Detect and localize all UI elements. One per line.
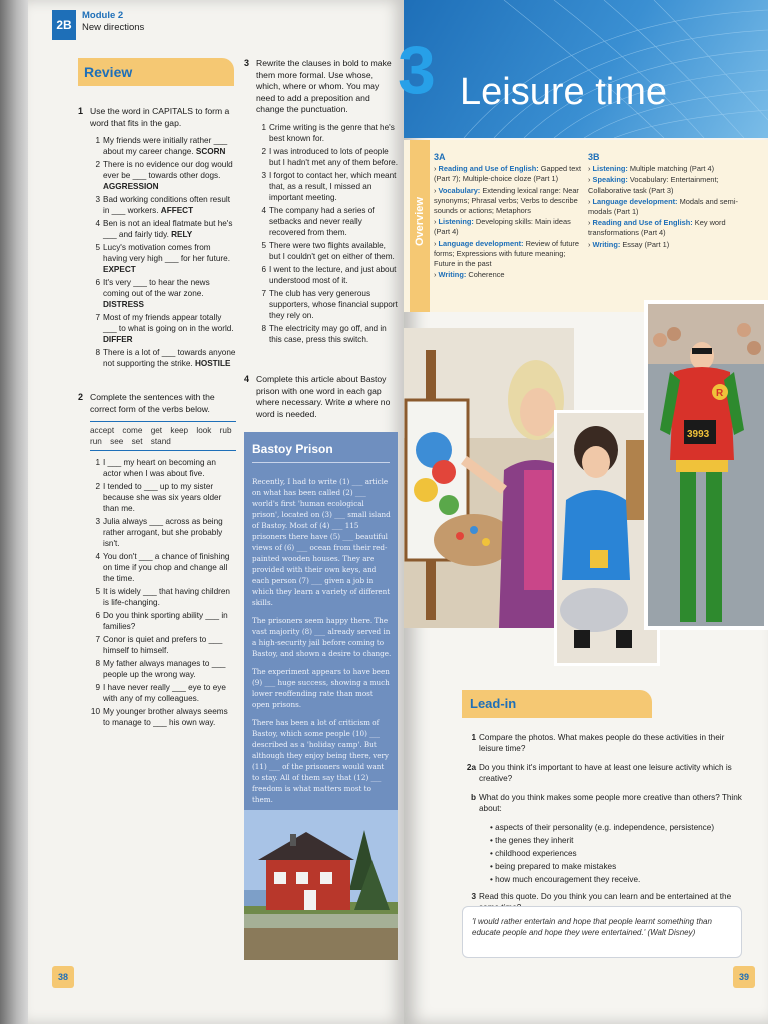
overview-3a-item-label: Writing: xyxy=(438,270,467,280)
q3-item-text: The company had a series of setbacks and never really recovered from them. xyxy=(269,205,375,237)
overview-3b-item-text: Essay (Part 1) xyxy=(622,239,670,249)
q2-item-text: You don't ___ a chance of finishing on time if you chop and change all the time. xyxy=(103,552,230,583)
overview-3b-item-label: Writing: xyxy=(592,239,621,249)
overview-3a-heading: 3A xyxy=(434,152,446,162)
q1-list xyxy=(90,135,236,369)
overview-3b-item: › Speaking: Vocabulary: Entertainment; Collaborative task (Part 3) xyxy=(588,175,719,195)
overview-3a-item: › Listening: Developing skills: Main ideas (Part 4) xyxy=(434,217,571,237)
q2-item-number: 5 xyxy=(95,587,100,596)
overview-3b-item-text: Multiple matching (Part 4) xyxy=(629,164,715,174)
q1-item-keyword: AFFECT xyxy=(160,206,194,215)
q2-item xyxy=(90,551,236,584)
q2-item xyxy=(90,634,236,656)
q2-item-text: I have never really ___ eye to eye with any of my colleagues. xyxy=(103,683,226,703)
q2-item xyxy=(90,682,236,704)
lead-in-item xyxy=(462,732,742,754)
q1-item-number: 8 xyxy=(95,348,100,357)
bastoy-rule xyxy=(252,462,390,463)
q2-item-number: 10 xyxy=(90,707,100,716)
q3-item-text: The club has very generous supporters, whose financial support they rely on. xyxy=(269,288,398,320)
overview-3b-item-text: Vocabulary: Entertainment; Collaborative task (Part 3) xyxy=(588,175,719,195)
bastoy-paragraph: There has been a lot of criticism of Bastoy, which some people (10) ___ described as a 'holiday camp'. But although they enjoy being there, very (11) ___ of the prisoners would want to stay. All of them say that (12) ___ freedom is what matters most to them. xyxy=(252,718,389,804)
overview-3a-item: › Writing: Coherence xyxy=(434,270,505,280)
lead-in-item-number: b xyxy=(470,793,476,802)
lead-in-items xyxy=(462,732,742,814)
q1-item xyxy=(90,347,236,369)
lead-in-heading-bar xyxy=(462,690,652,718)
q3-item-text: There were two flights available, but I couldn't get on either of them. xyxy=(269,240,395,261)
q1-item-keyword: RELY xyxy=(171,230,193,239)
q1-item-keyword: EXPECT xyxy=(103,265,136,274)
lead-in-bullet: • childhood experiences xyxy=(490,849,577,858)
q3-item-number: 1 xyxy=(261,122,266,132)
q2-item-number: 3 xyxy=(95,517,100,526)
q2-item-text: Conor is quiet and prefers to ___ himself to himself. xyxy=(103,635,223,655)
lead-in-item-text: Compare the photos. What makes people do these activities in their leisure time? xyxy=(479,733,725,753)
q4-instruction: Complete this article about Bastoy prison with one word in each gap where necessary. Write ø where no word is needed. xyxy=(256,374,391,419)
unit-photos xyxy=(404,300,768,670)
lead-in-item-text: What do you think makes some people more creative than others? Think about: xyxy=(479,793,742,813)
q3-item xyxy=(256,205,398,238)
lead-in-heading: Lead-in xyxy=(470,696,517,711)
q3-item-text: Crime writing is the genre that he's best known for. xyxy=(269,122,395,143)
overview-3b-item: › Listening: Multiple matching (Part 4) xyxy=(588,164,715,174)
lead-in-item-number: 2a xyxy=(466,763,476,772)
lead-in-bullets xyxy=(490,822,742,885)
q1-number: 1 xyxy=(78,106,84,116)
overview-3a-item-text: Review of future forms; Expressions with future meaning; Future in the past xyxy=(434,238,579,269)
q1-block xyxy=(90,106,236,371)
q1-item-number: 6 xyxy=(95,278,100,287)
q1-item xyxy=(90,135,236,157)
q1-item-number: 4 xyxy=(95,219,100,228)
q1-item xyxy=(90,194,236,216)
q3-item xyxy=(256,323,398,345)
q2-instruction: Complete the sentences with the correct form of the verbs below. xyxy=(90,392,215,414)
q3-list xyxy=(256,122,398,345)
runner-bib-number: 3993 xyxy=(687,429,710,440)
q4-block xyxy=(256,374,398,420)
overview-3b-item: › Reading and Use of English: Key word transformations (Part 4) xyxy=(588,218,726,238)
q2-item xyxy=(90,516,236,549)
overview-3a-item: › Language development: Review of future forms; Expressions with future meaning; Future in the past xyxy=(434,238,579,269)
q3-instruction: Rewrite the clauses in bold to make them more formal. Use whose, which, where or whom. You may need to add a preposition and change the punctuation. xyxy=(256,58,392,114)
q1-item xyxy=(90,312,236,345)
q3-block xyxy=(256,58,398,347)
q1-item-text: Lucy's motivation comes from having very high ___ for her future. EXPECT xyxy=(103,243,230,274)
q3-item-number: 8 xyxy=(261,323,266,333)
q3-item-text: I was introduced to lots of people but I hadn't met any of them before. xyxy=(269,146,399,167)
lead-in-block xyxy=(462,732,742,915)
overview-3b-item: › Language development: Modals and semi-modals (Part 1) xyxy=(588,196,738,217)
unit-title: Leisure time xyxy=(460,71,667,113)
q1-item-keyword: SCORN xyxy=(195,147,226,156)
q3-number: 3 xyxy=(244,58,250,68)
q2-item xyxy=(90,586,236,608)
q2-item-number: 9 xyxy=(95,683,100,692)
q3-item xyxy=(256,264,398,286)
q2-item xyxy=(90,481,236,514)
q3-item xyxy=(256,146,398,168)
bastoy-paragraph: The prisoners seem happy there. The vast majority (8) ___ already served in a high-security jail before coming to Bastoy, and shown a desire to change. xyxy=(252,616,392,658)
q3-item-number: 6 xyxy=(261,264,266,274)
overview-3b-item-label: Language development: xyxy=(592,196,678,206)
q2-item xyxy=(90,457,236,479)
q1-item-text: It's very ___ to hear the news coming out of the war zone. DISTRESS xyxy=(103,278,210,309)
bastoy-paragraph: Recently, I had to write (1) ___ article on what has been called (2) ___ world's first 'human ecological prison', located on (3) ___ small island of Bastoy. Most of (4) ___ 115 prisoners there have (5) ___ beautiful views of (6) ___ ocean from their red-painted wooden houses. They are provided with their own keys, and each person (7) ___ given a job in which they learn a variety of different skills. xyxy=(252,477,391,607)
q1-item xyxy=(90,159,236,192)
q2-item xyxy=(90,610,236,632)
svg-text:R: R xyxy=(716,388,724,399)
q2-item-text: My father always manages to ___ people up the wrong way. xyxy=(103,659,226,679)
page-number-left: 38 xyxy=(52,966,74,988)
q1-item-number: 1 xyxy=(95,136,100,145)
q2-list xyxy=(90,457,236,728)
overview-3a-item-label: Language development: xyxy=(438,238,524,248)
q2-item-text: My younger brother always seems to manage to ___ his own way. xyxy=(103,707,228,727)
q1-item-text: Ben is not an ideal flatmate but he's ___ and fairly tidy. RELY xyxy=(103,219,233,239)
q2-block xyxy=(90,392,236,730)
q2-item-text: I ___ my heart on becoming an actor when I was about five. xyxy=(103,458,216,478)
overview-3b-item: › Writing: Essay (Part 1) xyxy=(588,239,670,249)
q1-item xyxy=(90,218,236,240)
overview-3a-item-text: Gapped text (Part 7); Multiple-choice cloze (Part 1) xyxy=(434,164,582,184)
review-heading: Review xyxy=(84,64,133,80)
lead-in-q3-number: 3 xyxy=(471,892,476,901)
q2-item-number: 8 xyxy=(95,659,100,668)
q1-item-text: Most of my friends appear totally ___ to what is going on in the world. DIFFER xyxy=(103,313,234,344)
q2-item-text: Julia always ___ across as being rather arrogant, but she probably isn't. xyxy=(103,517,223,548)
q3-item-text: I forgot to contact her, which meant that, as a result, I missed an important meeting. xyxy=(269,170,397,202)
bastoy-article-text xyxy=(252,476,392,812)
q2-item-number: 2 xyxy=(95,482,100,491)
module-subtitle: New directions xyxy=(82,22,145,33)
overview-3a-list xyxy=(434,164,582,280)
lead-in-bullet: • being prepared to make mistakes xyxy=(490,862,617,871)
page-number-right: 39 xyxy=(733,966,755,988)
red-house-photo xyxy=(244,810,398,960)
lead-in-bullet: • the genes they inherit xyxy=(490,836,574,845)
q3-item xyxy=(256,288,398,321)
lead-in-q3-text: Read this quote. Do you think you can learn and be entertained at the xyxy=(479,892,732,901)
overview-label: Overview xyxy=(414,197,426,246)
overview-3a-item-label: Vocabulary: xyxy=(438,185,481,195)
lead-in-item xyxy=(462,792,742,814)
q2-item xyxy=(90,706,236,728)
q2-item-number: 4 xyxy=(95,552,100,561)
bastoy-title: Bastoy Prison xyxy=(252,442,333,456)
page-edge xyxy=(0,0,28,1024)
q1-item-keyword: DISTRESS xyxy=(103,300,144,309)
overview-3b-heading: 3B xyxy=(588,152,600,162)
overview-3a-item: › Vocabulary: Extending lexical range: Near synonyms; Phrasal verbs; Verbs to describe sounds or actions; Metaphors xyxy=(434,185,579,216)
overview-3b-item-label: Speaking: xyxy=(592,175,628,185)
q3-item xyxy=(256,240,398,262)
bastoy-article-box xyxy=(244,432,398,960)
lead-in-item xyxy=(462,762,742,784)
painter-photo xyxy=(404,328,574,628)
lead-in-item-number: 1 xyxy=(471,733,476,742)
q3-item-text: The electricity may go off, and in this case, press this switch. xyxy=(269,323,387,344)
q2-item-text: Do you think sporting ability ___ in families? xyxy=(103,611,228,631)
q3-item-number: 5 xyxy=(261,240,266,250)
q1-item-text: There is a lot of ___ towards anyone not supporting the strike. HOSTILE xyxy=(103,348,236,368)
overview-3a-item-label: Listening: xyxy=(438,217,474,227)
unit-number: 3 xyxy=(398,32,436,108)
q4-number: 4 xyxy=(244,374,250,384)
q2-number: 2 xyxy=(78,392,84,402)
overview-3b xyxy=(588,152,740,251)
review-heading-bar xyxy=(78,58,234,86)
q1-item-number: 2 xyxy=(95,160,100,169)
banner-grid-pattern xyxy=(404,0,768,138)
lead-in-item-text: Do you think it's important to have at least one leisure activity which is creative? xyxy=(479,763,732,783)
overview-3a-item-text: Extending lexical range: Near synonyms; Phrasal verbs; Verbs to describe sounds or actions; Metaphors xyxy=(434,185,579,216)
q2-item-number: 7 xyxy=(95,635,100,644)
lead-in-bullet: • aspects of their personality (e.g. independence, persistence) xyxy=(490,823,715,832)
bastoy-paragraph: The experiment appears to have been (9) ___ huge success, showing a much lower reoffending rate than most open prisons. xyxy=(252,667,390,709)
q3-item-number: 3 xyxy=(261,170,266,180)
overview-3a-item: › Reading and Use of English: Gapped text (Part 7); Multiple-choice cloze (Part 1) xyxy=(434,164,582,184)
q3-item xyxy=(256,122,398,144)
q2-item xyxy=(90,658,236,680)
overview-3a-item-text: Coherence xyxy=(468,270,505,280)
q1-instruction: Use the word in CAPITALS to form a word that fits in the gap. xyxy=(90,106,230,128)
q1-item-text: My friends were initially rather ___ about my career change. SCORN xyxy=(103,136,228,156)
q1-item xyxy=(90,242,236,275)
q3-item-number: 7 xyxy=(261,288,266,298)
q1-item-number: 3 xyxy=(95,195,100,204)
lead-in-bullet: • how much encouragement they receive. xyxy=(490,875,641,884)
overview-3b-item-text: Key word transformations (Part 4) xyxy=(588,218,726,238)
quote-text: 'I would rather entertain and hope that people learnt something than educate people and hope they were entertained.' (Walt Disney) xyxy=(472,917,712,937)
q2-item-number: 6 xyxy=(95,611,100,620)
overview-3b-item-label: Reading and Use of English: xyxy=(592,218,693,228)
q1-item-keyword: AGGRESSION xyxy=(103,182,159,191)
overview-3a-item-label: Reading and Use of English: xyxy=(438,164,539,174)
q1-item-text: Bad working conditions often result in ___ workers. AFFECT xyxy=(103,195,230,215)
q3-item xyxy=(256,170,398,203)
unit-banner xyxy=(404,0,768,138)
overview-3b-item-label: Listening: xyxy=(592,164,628,174)
overview-3b-list xyxy=(588,164,740,250)
q3-item-number: 4 xyxy=(261,205,266,215)
overview-3a-item-text: Developing skills: Main ideas (Part 4) xyxy=(434,217,571,237)
overview-3a xyxy=(434,152,582,281)
q1-item-keyword: HOSTILE xyxy=(194,359,231,368)
overview-3b-item-text: Modals and semi-modals (Part 1) xyxy=(588,196,738,217)
q3-item-number: 2 xyxy=(261,146,266,156)
q3-item-text: I went to the lecture, and just about understood most of it. xyxy=(269,264,397,285)
q2-item-text: It is widely ___ that having children is life-changing. xyxy=(103,587,230,607)
q1-item-keyword: DIFFER xyxy=(103,335,133,344)
q2-item-text: I tended to ___ up to my sister because she was six years older than me. xyxy=(103,482,222,513)
q1-item-text: There is no evidence our dog would ever be ___ towards other dogs. AGGRESSION xyxy=(103,160,233,191)
q1-item-number: 5 xyxy=(95,243,100,252)
costume-runner-photo xyxy=(644,300,768,630)
module-title: Module 2 xyxy=(82,10,124,21)
word-bank: accept come get keep look rub run see set stand xyxy=(90,421,236,451)
q2-item-number: 1 xyxy=(95,458,100,467)
module-tab: 2B xyxy=(52,10,76,40)
q1-item xyxy=(90,277,236,310)
q1-item-number: 7 xyxy=(95,313,100,322)
